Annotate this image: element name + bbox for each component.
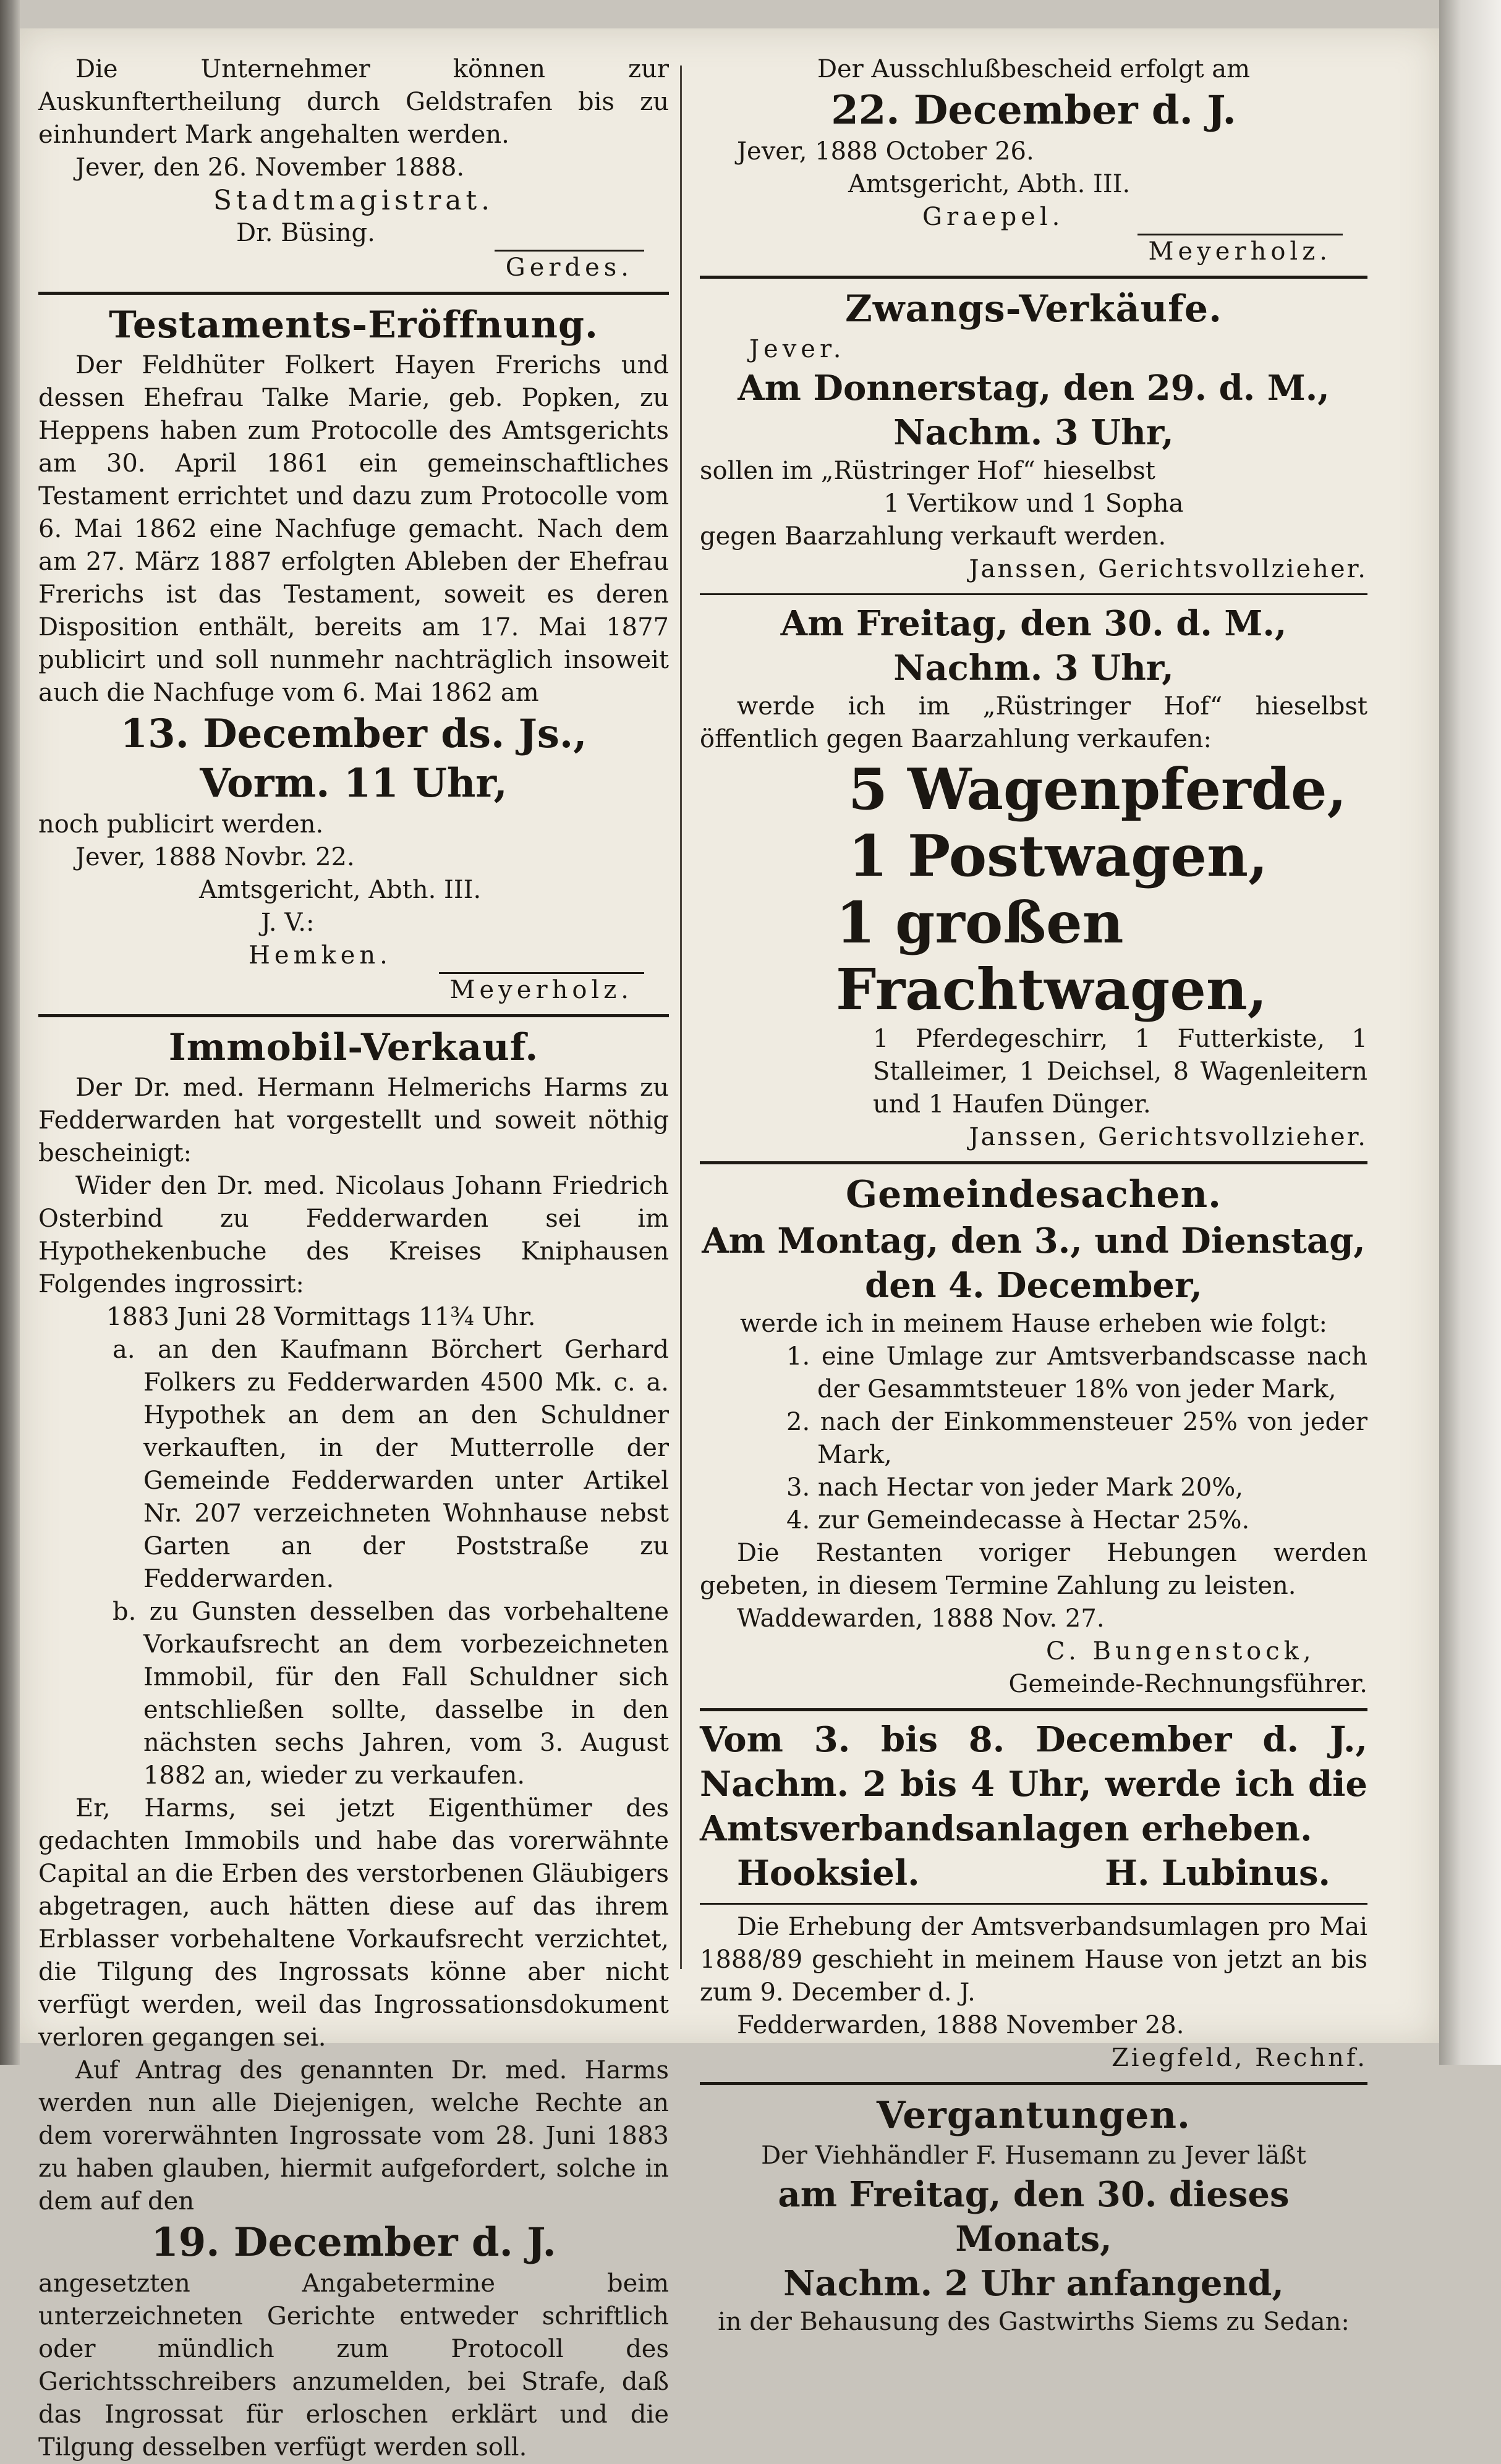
- immobil-entry: 1883 Juni 28 Vormittags 11¾ Uhr.: [106, 1303, 536, 1331]
- section-divider: [700, 1903, 1367, 1905]
- freitag-time: Nachm. 3 Uhr,: [893, 648, 1174, 688]
- section-divider: [38, 292, 669, 295]
- immobil-item-b: b. zu Gunsten desselben das vorbehaltene Vorkaufsrecht an dem vorbezeichneten Immobil, für den Fall Schuldner sich entschließen sollte, dasselbe in den nächsten sechs Jahren, vom 3. August 1882 an, wieder zu verkaufen.: [113, 1598, 669, 1790]
- zwang-text3: gegen Baarzahlung verkauft werden.: [700, 522, 1167, 551]
- gemeinde-heading: Gemeindesachen.: [845, 1173, 1222, 1216]
- newspaper-page: [20, 28, 1439, 2462]
- left-column: [38, 53, 669, 2464]
- immobil-p1: Der Dr. med. Hermann Helmerichs Harms zu Fedderwarden hat vorgestellt und soweit nöthig bescheinigt:: [38, 1073, 669, 1167]
- freitag-item3: 1 großen Frachtwagen,: [836, 889, 1267, 1023]
- column-rule: [680, 66, 682, 1969]
- zwang-date: Am Donnerstag, den 29. d. M.,: [738, 368, 1330, 409]
- freitag-signer: Janssen, Gerichtsvollzieher.: [969, 1123, 1367, 1151]
- vergant-notice: [700, 2091, 1367, 2339]
- intro-place-date: Jever, den 26. November 1888.: [75, 153, 465, 182]
- vergant-heading: Vergantungen.: [877, 2094, 1191, 2137]
- vom-place: Hooksiel.: [737, 1853, 920, 1894]
- freitag-item2: 1 Postwagen,: [848, 823, 1268, 889]
- testament-notice: [38, 301, 669, 1007]
- testament-after: noch publicirt werden.: [38, 810, 324, 839]
- scan-edge-left: [0, 0, 20, 2065]
- vergant-time: Nachm. 2 Uhr anfangend,: [783, 2263, 1284, 2304]
- immobil-p5: angesetzten Angabetermine beim unterzeichneten Gerichte entweder schriftlich oder mündlich zum Protocoll des Gerichtsschreibers anzumelden, bei Strafe, daß das Ingrossat für erloschen erklärt und die Tilgung desselben verfügt werden soll.: [38, 2269, 669, 2462]
- erhebung-text: Die Erhebung der Amtsverbandsumlagen pro Mai 1888/89 geschieht in meinem Hause von jetzt an bis zum 9. December d. J.: [700, 1913, 1367, 2007]
- section-divider: [700, 276, 1367, 279]
- freitag-rest: 1 Pferdegeschirr, 1 Futterkiste, 1 Stalleimer, 1 Deichsel, 8 Wagenleitern und 1 Haufen Dünger.: [873, 1025, 1367, 1119]
- zwang-text1: sollen im „Rüstringer Hof“ hieselbst: [700, 457, 1155, 485]
- gemeinde-list: [700, 1340, 1367, 1537]
- scan-edge-right: [1439, 0, 1501, 2065]
- immobil-item-a: a. an den Kaufmann Börchert Gerhard Folkers zu Fedderwarden 4500 Mk. c. a. Hypothek an dem an den Schuldner verkauften, in der Mutterrolle der Gemeinde Fedderwarden unter Artikel Nr. 207 verzeichneten Wohnhause nebst Garten an der Poststraße zu Fedderwarden.: [113, 1336, 669, 1593]
- immobil-notice: [38, 1023, 669, 2464]
- gemeinde-item: 1. eine Umlage zur Amtsverbandscasse nach der Gesammtsteuer 18% von jeder Mark,: [786, 1342, 1367, 1403]
- gemeinde-item: 3. nach Hectar von jeder Mark 20%,: [786, 1473, 1243, 1502]
- zwang-text2: 1 Vertikow und 1 Sopha: [883, 489, 1184, 518]
- intro-notice: [38, 53, 669, 284]
- freitag-text: werde ich im „Rüstringer Hof“ hieselbst öffentlich gegen Baarzahlung verkaufen:: [700, 692, 1367, 753]
- ausschluss-place-date: Jever, 1888 October 26.: [737, 137, 1034, 166]
- gemeinde-p2: Die Restanten voriger Hebungen werden gebeten, in diesem Termine Zahlung zu leisten.: [700, 1539, 1367, 1600]
- zwang-heading: Zwangs-Verkäufe.: [845, 287, 1222, 331]
- erhebung-notice: [700, 1911, 1367, 2075]
- testament-place-date: Jever, 1888 Novbr. 22.: [75, 843, 355, 871]
- testament-text: Der Feldhüter Folkert Hayen Frerichs und dessen Ehefrau Talke Marie, geb. Popken, zu Heppens haben zum Protocolle des Amtsgerichts am 30. April 1861 ein gemeinschaftliches Testament errichtet und dazu zum Protocolle vom 6. Mai 1862 eine Nachfuge gemacht. Nach dem am 27. März 1887 erfolgten Ableben der Ehefrau Frerichs ist das Testament, soweit es deren Disposition enthält, bereits am 17. Mai 1877 publicirt und soll nunmehr nachträglich insoweit auch die Nachfuge vom 6. Mai 1862 am: [38, 351, 669, 707]
- immobil-p4: Auf Antrag des genannten Dr. med. Harms werden nun alle Diejenigen, welche Rechte an dem vorerwähnten Ingrossate vom 28. Juni 1883 zu haben glauben, hiermit aufgefordert, solche in dem auf den: [38, 2056, 669, 2216]
- gemeinde-place-date: Waddewarden, 1888 Nov. 27.: [737, 1604, 1105, 1633]
- intro-signer: Dr. Büsing.: [236, 219, 375, 247]
- vom-line3: Amtsverbandsanlagen erheben.: [700, 1808, 1312, 1849]
- erhebung-signer: Ziegfeld, Rechnf.: [1112, 2044, 1367, 2072]
- section-divider: [700, 1708, 1367, 1711]
- immobil-heading: Immobil-Verkauf.: [168, 1026, 539, 1069]
- vom-line2: Nachm. 2 bis 4 Uhr, werde ich die: [700, 1764, 1367, 1805]
- testament-iv: J. V.:: [261, 908, 315, 937]
- freitag-item1: 5 Wagenpferde,: [848, 756, 1347, 823]
- right-column: [700, 53, 1367, 2339]
- testament-clerk: Meyerholz.: [439, 972, 644, 1007]
- ausschluss-clerk: Meyerholz.: [1137, 234, 1343, 268]
- ausschluss-signer: Graepel.: [922, 203, 1065, 231]
- vergant-date: am Freitag, den 30. dieses Monats,: [778, 2174, 1290, 2259]
- gemeinde-date2: den 4. December,: [865, 1265, 1202, 1306]
- freitag-notice: [700, 601, 1367, 1154]
- intro-clerk: Gerdes.: [495, 250, 644, 284]
- zwang-notice: [700, 285, 1367, 586]
- testament-date: 13. December ds. Js.,: [120, 711, 587, 757]
- gemeinde-item: 4. zur Gemeindecasse à Hectar 25%.: [786, 1506, 1250, 1535]
- vom-notice: [700, 1717, 1367, 1895]
- intro-office: Stadtmagistrat.: [213, 185, 495, 216]
- ausschluss-notice: [700, 53, 1367, 268]
- vom-signer: H. Lubinus.: [1105, 1853, 1330, 1894]
- testament-heading: Testaments-Eröffnung.: [109, 303, 598, 347]
- immobil-list: [38, 1334, 669, 1792]
- gemeinde-intro: werde ich in meinem Hause erheben wie folgt:: [739, 1310, 1328, 1338]
- ausschluss-date: 22. December d. J.: [831, 87, 1236, 133]
- erhebung-place-date: Fedderwarden, 1888 November 28.: [737, 2011, 1184, 2039]
- gemeinde-signer: C. Bungenstock,: [1046, 1637, 1316, 1666]
- ausschluss-court: Amtsgericht, Abth. III.: [848, 170, 1131, 198]
- section-divider: [700, 1161, 1367, 1164]
- immobil-date: 19. December d. J.: [151, 2219, 556, 2266]
- intro-text: Die Unternehmer können zur Auskunftertheilung durch Geldstrafen bis zu einhundert Mark angehalten werden.: [38, 55, 669, 149]
- vergant-text: Der Viehhändler F. Husemann zu Jever läßt: [761, 2141, 1306, 2170]
- gemeinde-item: 2. nach der Einkommensteuer 25% von jeder Mark,: [786, 1408, 1367, 1469]
- zwang-signer: Janssen, Gerichtsvollzieher.: [969, 555, 1367, 583]
- section-divider: [38, 1014, 669, 1017]
- gemeinde-notice: [700, 1171, 1367, 1701]
- section-divider: [700, 2082, 1367, 2085]
- testament-time: Vorm. 11 Uhr,: [200, 760, 508, 807]
- zwang-time: Nachm. 3 Uhr,: [893, 412, 1174, 453]
- section-divider: [700, 593, 1367, 595]
- testament-court: Amtsgericht, Abth. III.: [199, 876, 482, 904]
- vom-line1: Vom 3. bis 8. December d. J.,: [700, 1719, 1367, 1760]
- gemeinde-role: Gemeinde-Rechnungsführer.: [1008, 1670, 1367, 1698]
- immobil-p2: Wider den Dr. med. Nicolaus Johann Friedrich Osterbind zu Fedderwarden sei im Hypothekenbuche des Kreises Kniphausen Folgendes ingrossirt:: [38, 1172, 669, 1298]
- testament-signer: Hemken.: [249, 941, 392, 970]
- vergant-text2: in der Behausung des Gastwirths Siems zu Sedan:: [718, 2308, 1350, 2336]
- immobil-p3: Er, Harms, sei jetzt Eigenthümer des gedachten Immobils und habe das vorerwähnte Capital an die Erben des verstorbenen Gläubigers abgetragen, auch hätten diese auf das ihrem Erblasser vorbehaltene Vorkaufsrecht verzichtet, die Tilgung des Ingrossats könne aber nicht verfügt werden, weil das Ingrossationsdokument verloren gegangen sei.: [38, 1794, 669, 2052]
- ausschluss-text: Der Ausschlußbescheid erfolgt am: [817, 55, 1251, 83]
- freitag-date: Am Freitag, den 30. d. M.,: [780, 603, 1287, 644]
- zwang-place: Jever.: [749, 335, 846, 363]
- gemeinde-date1: Am Montag, den 3., und Dienstag,: [702, 1221, 1366, 1261]
